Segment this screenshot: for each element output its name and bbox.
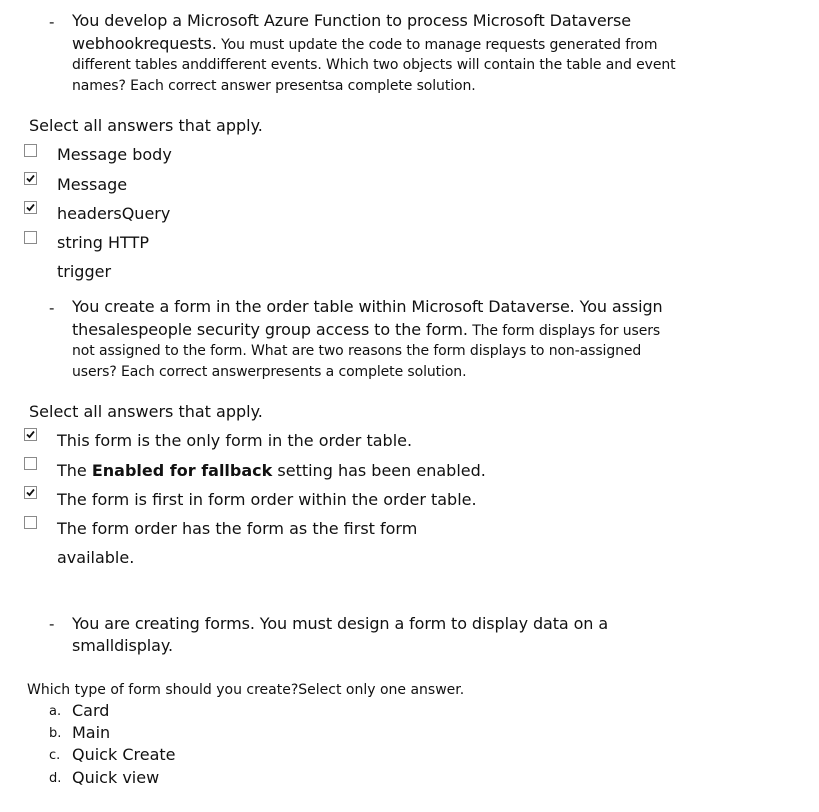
answer-option-label: headersQuery (57, 204, 171, 223)
checkmark-icon (25, 173, 36, 184)
checkmark-icon (25, 429, 36, 440)
answer-checkbox-checked[interactable] (24, 428, 37, 441)
answer-option-label: The Enabled for fallback setting has been enabled. (57, 461, 486, 480)
answer-prompt: Select all answers that apply. (29, 402, 263, 421)
question-text-line: You create a form in the order table within Microsoft Dataverse. You assign (72, 297, 663, 316)
answer-option-label: Message body (57, 145, 172, 164)
answer-prompt: Which type of form should you create?Select only one answer. (27, 682, 465, 698)
answer-option-label: Message (57, 175, 128, 194)
answer-option-label: This form is the only form in the order table. (57, 431, 413, 450)
answer-option-card[interactable]: Card (72, 701, 110, 720)
answer-checkbox[interactable] (24, 457, 37, 470)
bullet-dash: - (49, 299, 55, 317)
answer-option-quick-create[interactable]: Quick Create (72, 745, 176, 764)
answer-option-label: string HTTP (57, 233, 149, 252)
question-text-line: different tables anddifferent events. Which two objects will contain the table and event (72, 57, 676, 73)
answer-checkbox[interactable] (24, 144, 37, 157)
answer-option-continuation: trigger (57, 262, 112, 281)
question-text-line: names? Each correct answer presentsa complete solution. (72, 78, 476, 94)
question-text-line: not assigned to the form. What are two reasons the form displays to non-assigned (72, 343, 642, 359)
bullet-dash: - (49, 13, 55, 31)
question-text-line: users? Each correct answerpresents a complete solution. (72, 364, 467, 380)
setting-name-bold: Enabled for fallback (91, 461, 273, 480)
answer-checkbox-checked[interactable] (24, 201, 37, 214)
question-text-line: webhookrequests. You must update the code to manage requests generated from (72, 34, 658, 53)
answer-option-label: The form is first in form order within the order table. (57, 490, 477, 509)
question-text-line: You are creating forms. You must design a form to display data on a (72, 614, 609, 633)
answer-option-continuation: available. (57, 548, 135, 567)
answer-letter: b. (49, 726, 62, 741)
answer-letter: d. (49, 771, 62, 786)
question-text-line: thesalespeople security group access to the form. The form displays for users (72, 320, 661, 339)
answer-option-quick-view[interactable]: Quick view (72, 768, 160, 787)
answer-checkbox[interactable] (24, 516, 37, 529)
answer-checkbox-checked[interactable] (24, 486, 37, 499)
question-text-line: smalldisplay. (72, 636, 173, 655)
answer-checkbox-checked[interactable] (24, 172, 37, 185)
answer-checkbox[interactable] (24, 231, 37, 244)
checkmark-icon (25, 202, 36, 213)
bullet-dash: - (49, 615, 55, 633)
question-text-line: You develop a Microsoft Azure Function to process Microsoft Dataverse (72, 11, 632, 30)
answer-option-main[interactable]: Main (72, 723, 111, 742)
answer-prompt: Select all answers that apply. (29, 116, 263, 135)
answer-letter: c. (49, 748, 61, 763)
checkmark-icon (25, 487, 36, 498)
answer-letter: a. (49, 704, 62, 719)
answer-option-label: The form order has the form as the first form (57, 519, 418, 538)
